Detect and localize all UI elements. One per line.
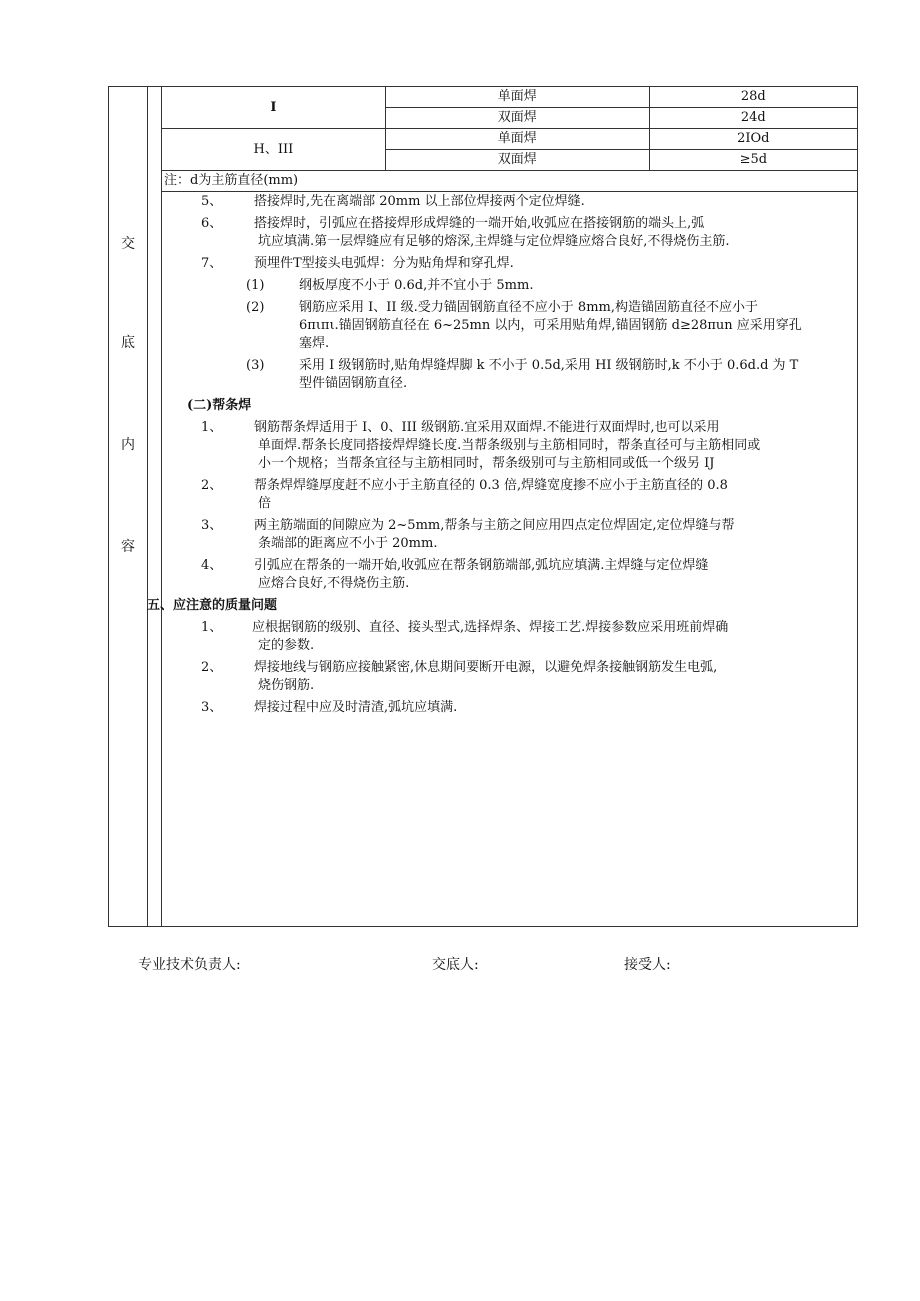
item-text: 采用 I 级钢筋时,贴角焊缝焊脚 k 不小于 0.5d,采用 HI 级钢筋时,k 不小于 0.6d.d 为 T [299, 358, 799, 373]
item-text: 型件锚固钢筋直径. [299, 376, 408, 391]
heading-text: 五、应注意的质量问题 [147, 598, 278, 613]
item-number: 3、 [201, 700, 223, 715]
item-text: 倍 [258, 496, 272, 511]
list-item-continued [147, 535, 857, 553]
list-item-continued [147, 233, 857, 251]
list-item-continued [147, 575, 857, 593]
subheading-text: (二)帮条焊 [187, 398, 252, 413]
item-number: 5、 [201, 194, 223, 209]
weld-type-cell: 双面焊 [385, 150, 649, 171]
table-row [162, 87, 858, 108]
length-cell: 2IOd [649, 129, 857, 150]
section-subheading [147, 397, 857, 415]
item-text: 搭接焊时,先在离端部 20mm 以上部位焊接两个定位焊缝. [254, 194, 585, 209]
list-item [147, 193, 857, 211]
sub-item-continued [147, 375, 857, 393]
sub-item [147, 277, 857, 295]
item-number: 1、 [201, 420, 223, 435]
item-text: 焊接地线与钢筋应接触紧密,休息期间要断开电源，以避免焊条接触钢筋发生电弧, [254, 660, 718, 675]
side-label: 内 [121, 437, 135, 453]
item-text: 钢筋帮条焊适用于 I、0、III 级钢筋.宜采用双面焊.不能进行双面焊时,也可以采用 [254, 420, 720, 435]
item-text: 定的参数. [258, 638, 315, 653]
item-number: 6、 [201, 216, 223, 231]
item-number: 2、 [201, 478, 223, 493]
item-text: 单面焊.帮条长度同搭接焊焊缝长度.当帮条级别与主筋相同时，帮条直径可与主筋相同或 [258, 438, 761, 453]
sub-item-continued [147, 335, 857, 353]
item-number: 4、 [201, 558, 223, 573]
list-item [147, 699, 857, 717]
section-heading [147, 597, 857, 615]
side-label: 交 [121, 236, 135, 252]
item-text: 纲板厚度不小于 0.6d,并不宜小于 5mm. [299, 278, 534, 293]
item-text: 坑应填满.第一层焊缝应有足够的熔深,主焊缝与定位焊缝应熔合良好,不得烧伤主筋. [258, 234, 730, 249]
table-row [162, 129, 858, 150]
disclosure-content [147, 193, 857, 717]
item-number: (2) [246, 300, 265, 315]
length-cell: 28d [649, 87, 857, 108]
item-number: 7、 [201, 256, 223, 271]
item-text: 帮条焊焊缝厚度赶不应小于主筋直径的 0.3 倍,焊缝宽度掺不应小于主筋直径的 0.8 [254, 478, 728, 493]
side-label: 底 [121, 335, 135, 351]
list-item [147, 517, 857, 535]
item-text: 应根据钢筋的级别、直径、接头型式,选择焊条、焊接工艺.焊接参数应采用班前焊确 [252, 620, 729, 635]
side-label: 容 [121, 539, 135, 555]
list-item-continued [147, 437, 857, 455]
item-text: 预埋件T型接头电弧焊：分为贴角焊和穿孔焊. [254, 256, 514, 271]
list-item [147, 215, 857, 233]
list-item [147, 419, 857, 437]
list-item-continued [147, 455, 857, 473]
item-number: 3、 [201, 518, 223, 533]
lap-length-table [161, 87, 857, 192]
receiver-signature-label: 接受人: [624, 957, 671, 973]
sub-item [147, 299, 857, 317]
weld-type-cell: 单面焊 [385, 87, 649, 108]
item-text: 塞焊. [299, 336, 330, 351]
item-number: 1、 [201, 620, 223, 635]
list-item [147, 557, 857, 575]
table-row [162, 171, 858, 192]
item-number: (3) [246, 358, 265, 373]
item-text: 条端部的距离应不小于 20mm. [258, 536, 438, 551]
length-cell: ≥5d [649, 150, 857, 171]
list-item-continued [147, 495, 857, 513]
sub-item [147, 357, 857, 375]
item-text: 焊接过程中应及时清渣,弧坑应填满. [254, 700, 458, 715]
list-item-continued [147, 677, 857, 695]
weld-type-cell: 单面焊 [385, 129, 649, 150]
item-text: 6πιπι.锚固钢筋直径在 6~25mn 以内，可采用贴角焊,锚固钢筋 d≥28πun 应采用穿孔 [299, 318, 802, 333]
grade-cell: H、III [162, 129, 386, 171]
list-item [147, 619, 857, 637]
list-item [147, 255, 857, 273]
length-cell: 24d [649, 108, 857, 129]
item-text: 烧伤钢筋. [258, 678, 315, 693]
weld-type-cell: 双面焊 [385, 108, 649, 129]
list-item [147, 659, 857, 677]
item-number: (1) [246, 278, 265, 293]
item-text: 两主筋端面的间隙应为 2~5mm,帮条与主筋之间应用四点定位焊固定,定位焊缝与帮 [254, 518, 735, 533]
item-text: 钢筋应采用 I、II 级.受力锚固钢筋直径不应小于 8mm,构造锚固筋直径不应小于 [299, 300, 758, 315]
item-number: 2、 [201, 660, 223, 675]
item-text: 应熔合良好,不得烧伤主筋. [258, 576, 410, 591]
list-item-continued [147, 637, 857, 655]
grade-cell: I [162, 87, 386, 129]
item-text: 小一个规格；当帮条宜径与主筋相同时，帮条级别可与主筋相同或低一个级另 IJ [258, 456, 715, 471]
item-text: 引弧应在帮条的一端开始,收弧应在帮条钢筋端部,弧坑应填满.主焊缝与定位焊缝 [254, 558, 709, 573]
sub-item-continued [147, 317, 857, 335]
list-item [147, 477, 857, 495]
table-note: 注：d为主筋直径(mm) [162, 171, 858, 192]
tech-lead-signature-label: 专业技术负责人: [138, 957, 241, 973]
presenter-signature-label: 交底人: [432, 957, 479, 973]
item-text: 搭接焊时，引弧应在搭接焊形成焊缝的一端开始,收弧应在搭接钢筋的端头上,弧 [254, 216, 705, 231]
